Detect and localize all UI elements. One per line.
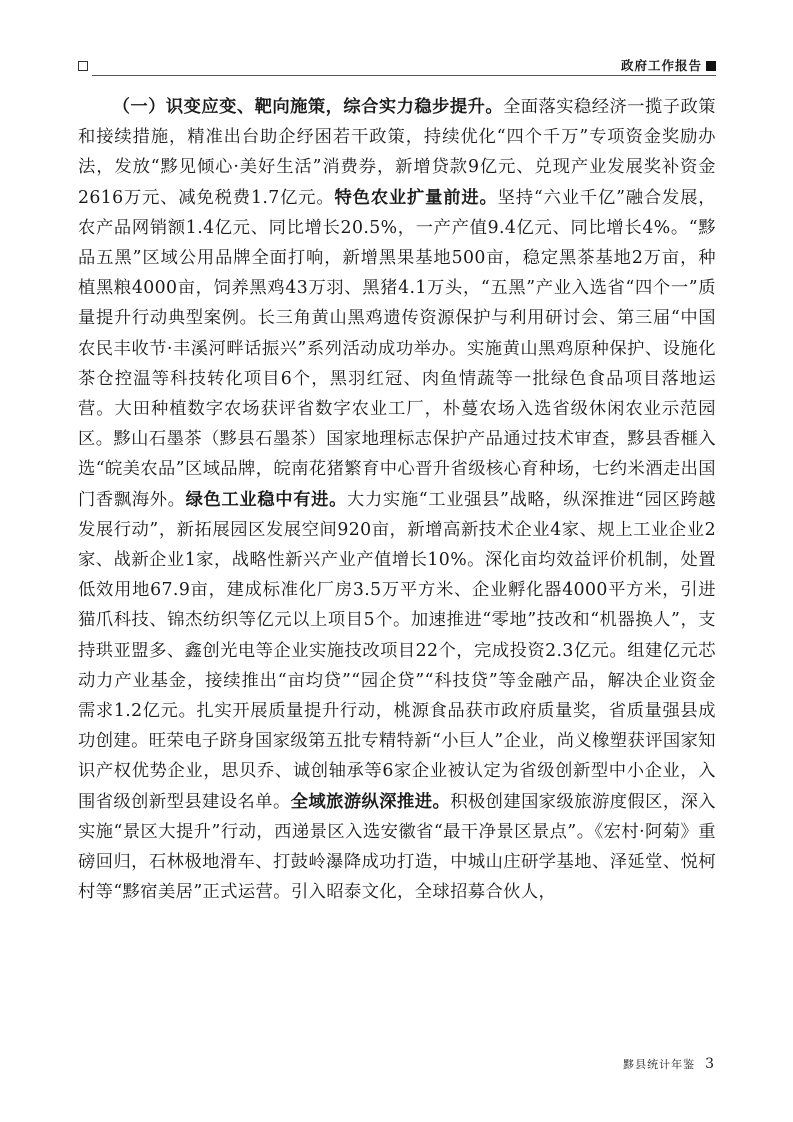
- industry-text: 大力实施“工业强县”战略，纵深推进“园区跨越发展行动”，新拓展园区发展空间920亩，新增高新技术企业4家、规上工业企业2家、战新企业1家，战略性新兴产业产值增长10%。深化亩均效益评价机制，处置低效用地67.9亩，建成标准化厂房3.5万平方米、企业孵化器4000平方米，引进猫爪科技、锦杰纺织等亿元以上项目5个。加速推进“零地”技改和“机器换人”，支持珙亚盟多、鑫创光电等企业实施技改项目22个，完成投资2.3亿元。组建亿元芯动力产业基金，接续推出“亩均贷”“园企贷”“科技贷”等金融产品，解决企业资金需求1.2亿元。扎实开展质量提升行动，桃源食品获市政府质量奖，省质量强县成功创建。旺荣电子跻身国家级第五批专精特新“小巨人”企业，尚义橡塑获评国家知识产权优势企业，思贝乔、诚创轴承等6家企业被认定为省级创新型中小企业，入围省级创新型县建设名单。: [78, 489, 716, 812]
- page-number: 3: [705, 1056, 715, 1072]
- page-footer: [623, 1056, 715, 1072]
- header-box-mark: [78, 61, 88, 71]
- section-heading: （一）识变应变、靶向施策，综合实力稳步提升。: [112, 97, 504, 117]
- header-square-mark: [706, 61, 716, 71]
- subsection-heading-agriculture: 特色农业扩量前进。: [334, 187, 498, 208]
- subsection-heading-industry: 绿色工业稳中有进。: [185, 489, 348, 510]
- agriculture-text: 坚持“六业千亿”融合发展，农产品网销额1.4亿元、同比增长20.5%，一产产值9.4亿元、同比增长4%。“黟品五黑”区域公用品牌全面打响，新增黑果基地500亩，稳定黑茶基地2万亩，种植黑粮4000亩，饲养黑鸡43万羽、黑猪4.1万头，“五黑”产业入选省“四个一”质量提升行动典型案例。长三角黄山黑鸡遗传资源保护与利用研讨会、第三届“中国农民丰收节·丰溪河畔话振兴”系列活动成功举办。实施黄山黑鸡原种保护、设施化茶仓控温等科技转化项目6个，黑羽红冠、肉鱼情蔬等一批绿色食品项目落地运营。大田种植数字农场获评省数字农业工厂，朴蔓农场入选省级休闲农业示范园区。黟山石墨茶（黟县石墨茶）国家地理标志保护产品通过技术审查，黟县香榧入选“皖美农品”区域品牌，皖南花猪繁育中心晋升省级核心育种场，七约米酒走出国门香飘海外。: [78, 187, 716, 510]
- tourism-text: 积极创建国家级旅游度假区，深入实施“景区大提升”行动，西递景区入选安徽省“最干净景区景点”。《宏村·阿菊》重磅回归，石林极地滑车、打鼓岭瀑降成功打造，中城山庄研学基地、泽延堂、悦柯村等“黟宿美居”正式运营。引入昭泰文化，全球招募合伙人，: [78, 791, 716, 903]
- report-body: [78, 92, 716, 907]
- subsection-heading-tourism: 全域旅游纵深推进。: [290, 791, 451, 812]
- header-rule: [92, 75, 716, 76]
- section-text: 全面落实稳经济一揽子政策和接续措施，精准出台助企纾困若干政策，持续优化“四个千万”专项资金奖励办法，发放“黟见倾心·美好生活”消费券，新增贷款9亿元、兑现产业发展奖补资金2616万元、减免税费1.7亿元。: [78, 97, 716, 208]
- running-header: [78, 58, 716, 80]
- header-title: 政府工作报告: [617, 58, 702, 74]
- report-paragraph: [78, 92, 716, 907]
- footer-book-title: 黟县统计年鉴: [623, 1058, 696, 1071]
